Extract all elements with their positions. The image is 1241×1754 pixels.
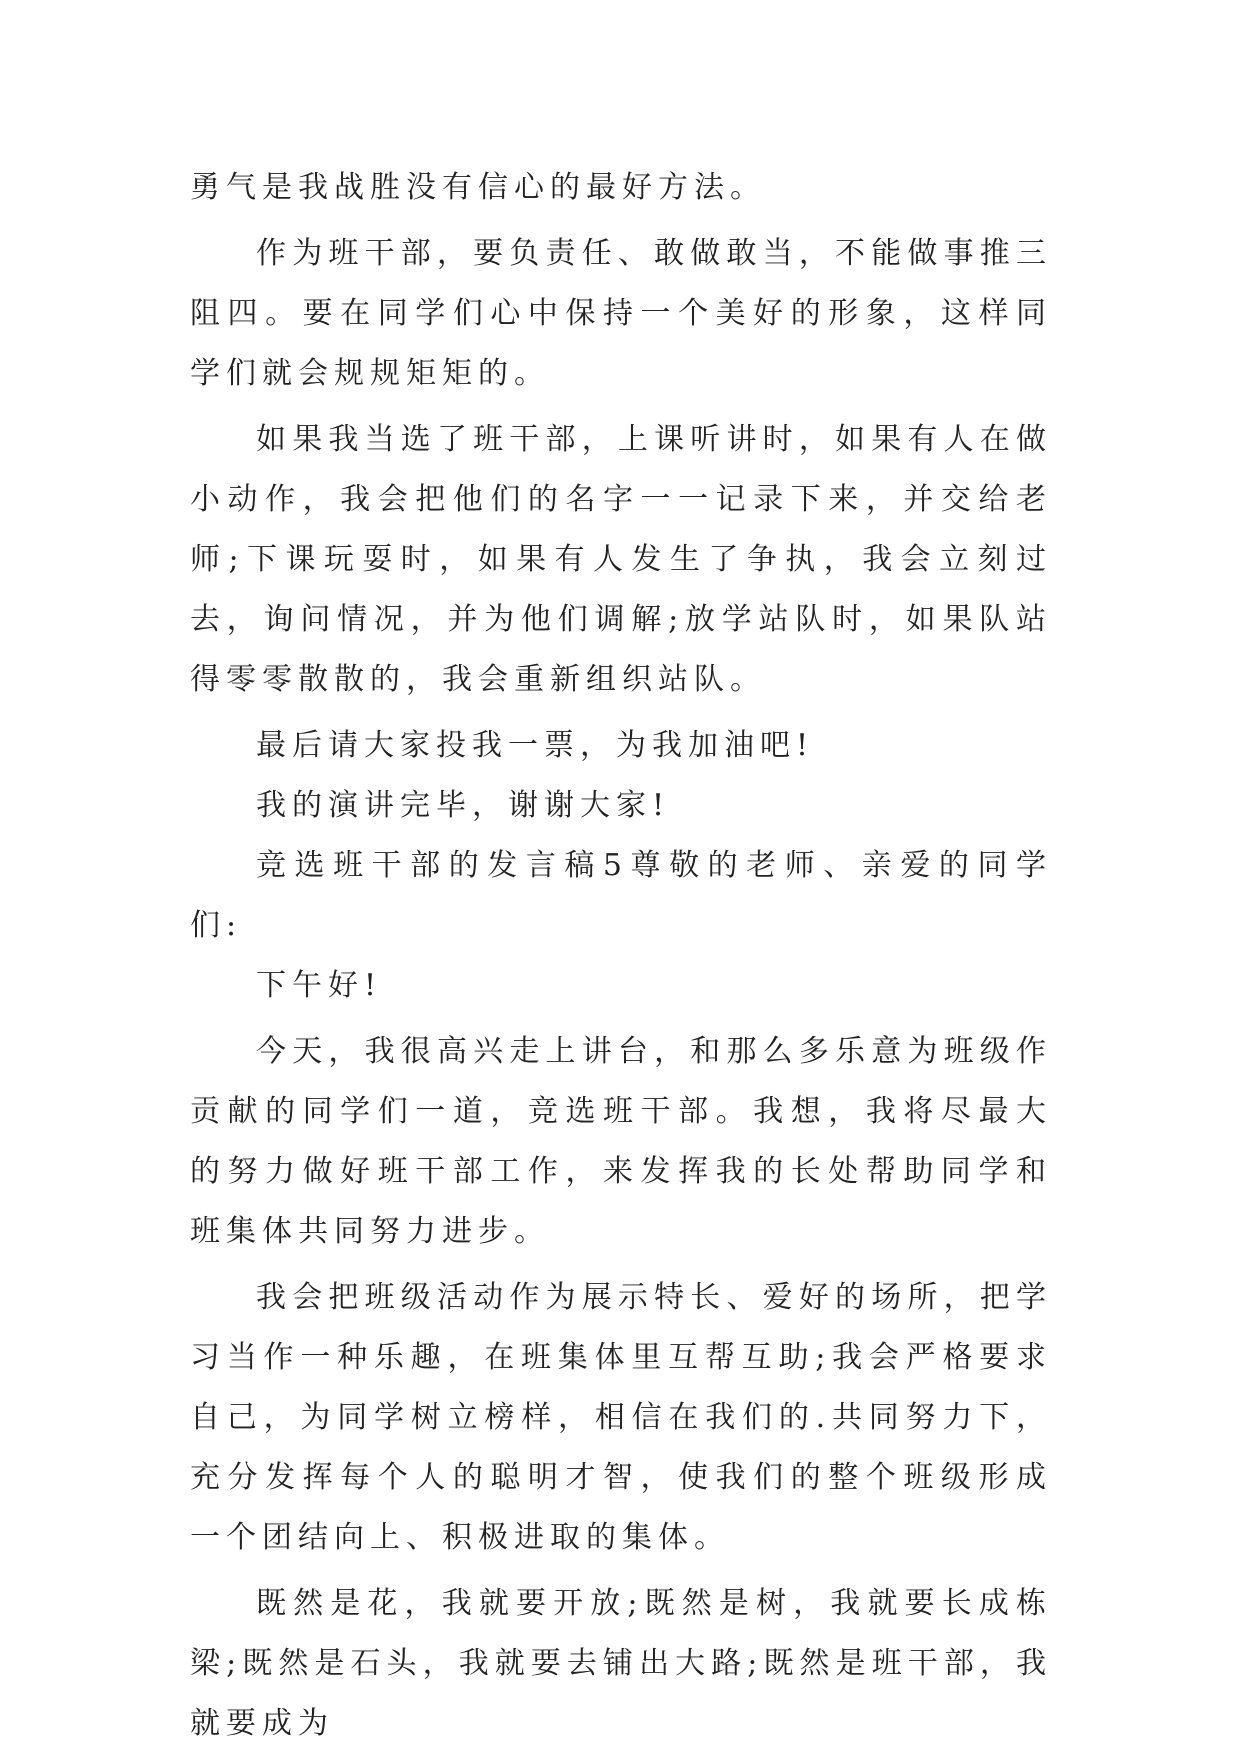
paragraph-2: 作为班干部，要负责任、敢做敢当，不能做事推三阻四。要在同学们心中保持一个美好的形象，这样同学们就会规规矩矩的。: [190, 236, 1052, 391]
paragraph-9: 我会把班级活动作为展示特长、爱好的场所，把学习当作一种乐趣，在班集体里互帮互助;我会严格要求自己，为同学树立榜样，相信在我们的.共同努力下，充分发挥每个人的聪明才智，使我们的整个班级形成一个团结向上、积极进取的集体。: [190, 1280, 1052, 1555]
paragraph-6: 竞选班干部的发言稿5尊敬的老师、亲爱的同学们:: [190, 848, 1052, 943]
paragraph-7: 下午好!: [256, 968, 383, 1003]
paragraph-5: 我的演讲完毕，谢谢大家!: [256, 788, 671, 823]
paragraph-10: 既然是花，我就要开放;既然是树，我就要长成栋梁;既然是石头，我就要去铺出大路;既然是班干部，我就要成为: [190, 1586, 1052, 1741]
paragraph-3: 如果我当选了班干部，上课听讲时，如果有人在做小动作，我会把他们的名字一一记录下来，并交给老师;下课玩耍时，如果有人发生了争执，我会立刻过去，询问情况，并为他们调解;放学站队时，如果队站得零零散散的，我会重新组织站队。: [190, 422, 1052, 697]
paragraph-1: 勇气是我战胜没有信心的最好方法。: [190, 170, 766, 205]
paragraph-8: 今天，我很高兴走上讲台，和那么多乐意为班级作贡献的同学们一道，竞选班干部。我想，我将尽最大的努力做好班干部工作，来发挥我的长处帮助同学和班集体共同努力进步。: [190, 1034, 1052, 1249]
document-body: [190, 158, 1052, 1754]
paragraph-4: 最后请大家投我一票，为我加油吧!: [256, 728, 815, 763]
